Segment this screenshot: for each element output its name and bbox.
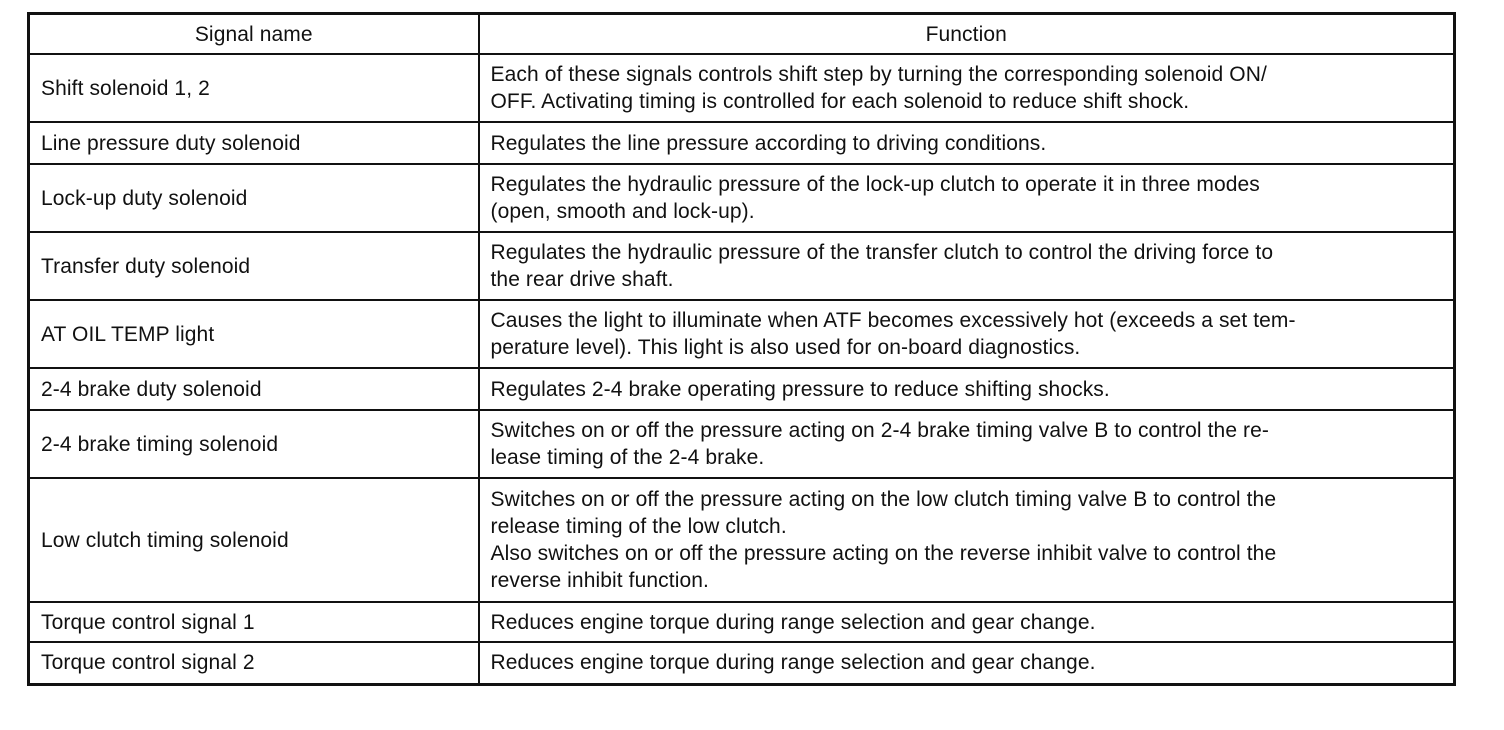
signal-name-cell: Shift solenoid 1, 2 <box>29 54 479 122</box>
header-signal-name: Signal name <box>29 14 479 55</box>
function-line: reverse inhibit function. <box>490 569 709 592</box>
function-line: Regulates 2-4 brake operating pressure to reduce shifting shocks. <box>490 377 1110 401</box>
table-row <box>29 368 1455 410</box>
function-cell <box>479 300 1455 368</box>
function-line: release timing of the low clutch. <box>490 515 787 538</box>
signal-name-cell: Torque control signal 1 <box>29 602 479 642</box>
table-header-row <box>29 14 1455 55</box>
table-row <box>29 410 1455 478</box>
function-line: Regulates the hydraulic pressure of the lock-up clutch to operate it in three modes <box>490 173 1260 196</box>
table-row <box>29 122 1455 164</box>
signal-name-cell: 2-4 brake duty solenoid <box>29 368 479 410</box>
signal-name-cell: Transfer duty solenoid <box>29 232 479 300</box>
function-line: Switches on or off the pressure acting on 2-4 brake timing valve B to control the re- <box>490 419 1270 442</box>
signal-function-table <box>27 12 1456 686</box>
function-line: Also switches on or off the pressure acting on the reverse inhibit valve to control the <box>490 542 1277 565</box>
table-row <box>29 300 1455 368</box>
signal-name-cell: 2-4 brake timing solenoid <box>29 410 479 478</box>
function-cell <box>479 642 1455 684</box>
function-cell <box>479 164 1455 232</box>
function-line: Regulates the line pressure according to driving conditions. <box>490 131 1047 155</box>
table-row <box>29 164 1455 232</box>
function-line: Each of these signals controls shift step by turning the corresponding solenoid ON/ <box>490 63 1267 86</box>
function-cell <box>479 54 1455 122</box>
table-row <box>29 642 1455 684</box>
signal-name-cell: Low clutch timing solenoid <box>29 478 479 602</box>
function-cell <box>479 122 1455 164</box>
signal-name-cell: Torque control signal 2 <box>29 642 479 684</box>
function-line: the rear drive shaft. <box>490 268 674 291</box>
signal-function-table-container <box>27 12 1453 686</box>
signal-name-cell: Line pressure duty solenoid <box>29 122 479 164</box>
table-row <box>29 54 1455 122</box>
function-line: Regulates the hydraulic pressure of the transfer clutch to control the driving force to <box>490 241 1274 264</box>
table-row <box>29 602 1455 642</box>
function-cell <box>479 478 1455 602</box>
function-line: perature level). This light is also used for on-board diagnostics. <box>490 336 1081 359</box>
table-row <box>29 232 1455 300</box>
function-line: OFF. Activating timing is controlled for each solenoid to reduce shift shock. <box>490 90 1190 113</box>
header-function: Function <box>479 14 1455 55</box>
function-line: Reduces engine torque during range selection and gear change. <box>490 651 1096 675</box>
function-cell <box>479 368 1455 410</box>
function-cell <box>479 602 1455 642</box>
table-row <box>29 478 1455 602</box>
signal-name-cell: Lock-up duty solenoid <box>29 164 479 232</box>
function-line: lease timing of the 2-4 brake. <box>490 446 765 469</box>
function-line: (open, smooth and lock-up). <box>490 200 755 223</box>
function-cell <box>479 410 1455 478</box>
function-line: Reduces engine torque during range selection and gear change. <box>490 610 1096 634</box>
function-line: Switches on or off the pressure acting on the low clutch timing valve B to control the <box>490 488 1277 511</box>
function-cell <box>479 232 1455 300</box>
function-line: Causes the light to illuminate when ATF becomes excessively hot (exceeds a set tem- <box>490 309 1296 332</box>
signal-name-cell: AT OIL TEMP light <box>29 300 479 368</box>
